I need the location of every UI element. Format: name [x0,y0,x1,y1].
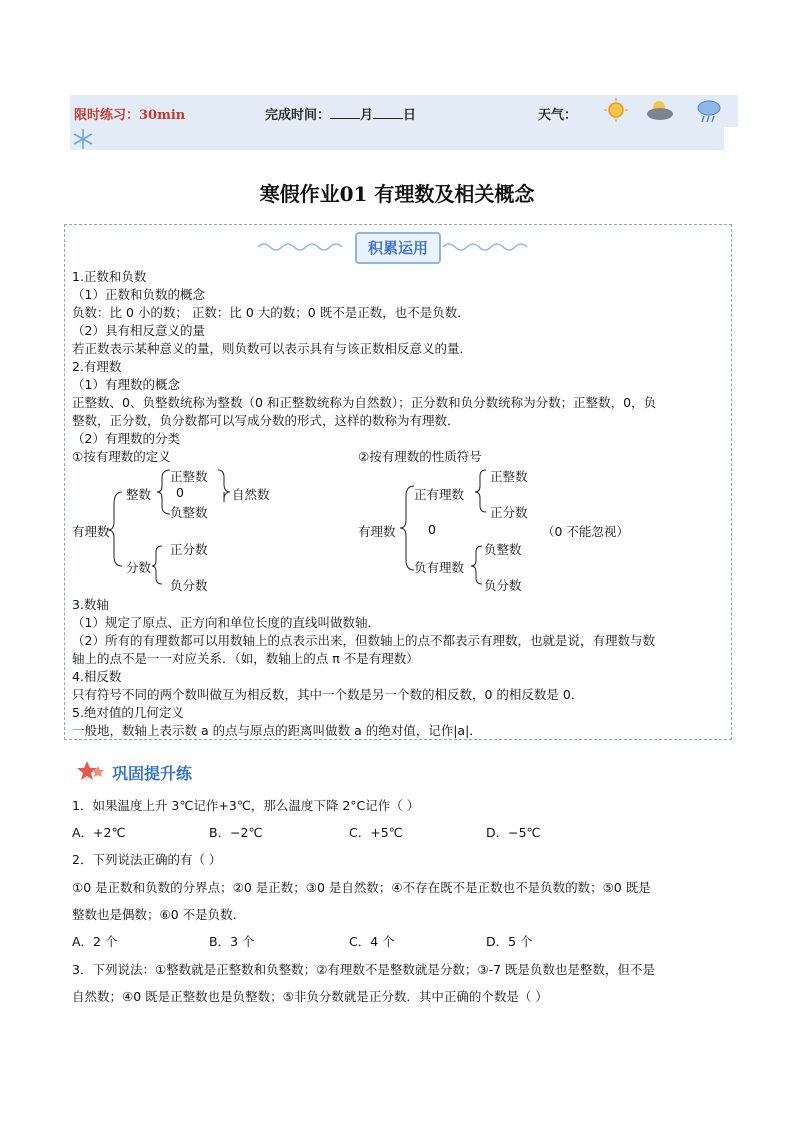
section-heading: 3.数轴 [72,597,109,612]
section-heading: 4.相反数 [72,669,122,684]
finish-time-label: 完成时间： 月 日 [265,108,417,123]
section-heading: 2.有理数 [72,359,122,374]
subsection-heading: （2）具有相反意义的量 [72,323,205,338]
paragraph: 正整数、0、负整数统称为整数（0 和正整数统称为自然数）；正分数和负分数统称为分数；正整数，0，负 [72,395,657,410]
question-3: 3．下列说法：①整数就是正整数和负整数；②有理数不是整数就是分数；③-7 既是负数也是整数，但不是 [72,962,656,977]
question-3-continued: 自然数；④0 既是正整数也是负整数；⑤非负分数就是正分数．其中正确的个数是（ ） [72,989,548,1004]
day-blank[interactable] [373,106,403,119]
time-limit-label: 限时练习：30min [74,108,186,123]
section-heading: 5.绝对值的几何定义 [72,705,184,720]
paragraph: 整数，正分数，负分数都可以写成分数的形式，这样的数称为有理数． [72,413,460,428]
tree-b-negative-fraction: 负分数 [484,578,522,593]
tree-a-negative-integer: 负整数 [170,505,208,520]
wave-right-decoration [443,240,535,252]
header-band-lower [70,127,724,150]
tree-b-root: 有理数 [358,524,396,539]
tree-b-zero: 0 [428,522,436,537]
q1-option-b[interactable]: B．−2℃ [209,825,263,840]
wave-left-decoration [258,240,350,252]
q2-option-b[interactable]: B．3 个 [209,934,255,949]
paragraph: （2）所有的有理数都可以用数轴上的点表示出来，但数轴上的点不都表示有理数，也就是说，有理数与数 [72,633,655,648]
paragraph: 一般地，数轴上表示数 a 的点与原点的距离叫做数 a 的绝对值，记作|a|． [72,723,482,738]
tree-b-note: （0 不能忽视） [542,524,629,539]
tree-b-positive-integer: 正整数 [490,469,528,484]
paragraph: 负数：比 0 小的数； 正数：比 0 大的数；0 既不是正数，也不是负数． [72,305,470,320]
tree-a-zero: 0 [176,485,184,500]
cloudy-icon[interactable] [645,98,675,122]
paragraph: 若正数表示某种意义的量，则负数可以表示具有与该正数相反意义的量． [72,341,473,356]
q2-option-a[interactable]: A．2 个 [72,934,118,949]
section-banner: 积累运用 [355,232,441,264]
question-2-statement: 整数也是偶数；⑥0 不是负数． [72,907,246,922]
section-heading: 1.正数和负数 [72,269,147,284]
q2-option-d[interactable]: D．5 个 [486,934,533,949]
tree-b-positive-fraction: 正分数 [490,505,528,520]
question-2: 2．下列说法正确的有（ ） [72,852,222,867]
classification-b-title: ②按有理数的性质符号 [358,449,482,464]
classification-a-title: ①按有理数的定义 [72,449,171,464]
q1-option-d[interactable]: D．−5℃ [486,825,541,840]
rain-icon[interactable] [696,98,722,124]
tree-a-root: 有理数 [72,524,110,539]
q1-option-c[interactable]: C．+5℃ [349,825,403,840]
tree-b-negative-integer: 负整数 [484,542,522,557]
tree-a-positive-integer: 正整数 [170,469,208,484]
sun-icon[interactable] [604,98,628,122]
tree-b-negative: 负有理数 [414,560,465,575]
tree-a-positive-fraction: 正分数 [170,542,208,557]
tree-a-natural: 自然数 [232,487,270,502]
q1-option-a[interactable]: A．+2℃ [72,825,126,840]
subsection-heading: （1）正数和负数的概念 [72,287,205,302]
tree-a-negative-fraction: 负分数 [170,578,208,593]
tree-b-positive: 正有理数 [414,487,465,502]
q2-option-c[interactable]: C．4 个 [349,934,395,949]
paragraph: 只有符号不同的两个数叫做互为相反数，其中一个数是另一个数的相反数，0 的相反数是 0． [72,687,584,702]
question-1: 1．如果温度上升 3℃记作+3℃，那么温度下降 2°C记作（ ） [72,798,420,813]
tree-a-integer: 整数 [126,487,152,502]
page-title: 寒假作业01 有理数及相关概念 [259,182,535,206]
snowflake-icon [72,128,94,150]
subsection-heading: （2）有理数的分类 [72,431,180,446]
star-icon [76,760,106,782]
subsection-heading: （1）有理数的概念 [72,377,180,392]
paragraph: 轴上的点不是一一对应关系．（如，数轴上的点 π 不是有理数） [72,651,419,666]
weather-label: 天气： [538,108,578,123]
practice-heading: 巩固提升练 [112,764,193,783]
month-blank[interactable] [330,106,360,119]
tree-a-fraction: 分数 [126,560,152,575]
paragraph: （1）规定了原点、正方向和单位长度的直线叫做数轴． [72,615,380,630]
question-2-statement: ①0 是正数和负数的分界点；②0 是正数；③0 是自然数；④不存在既不是正数也不是负数的数；⑤0 既是 [72,880,651,895]
